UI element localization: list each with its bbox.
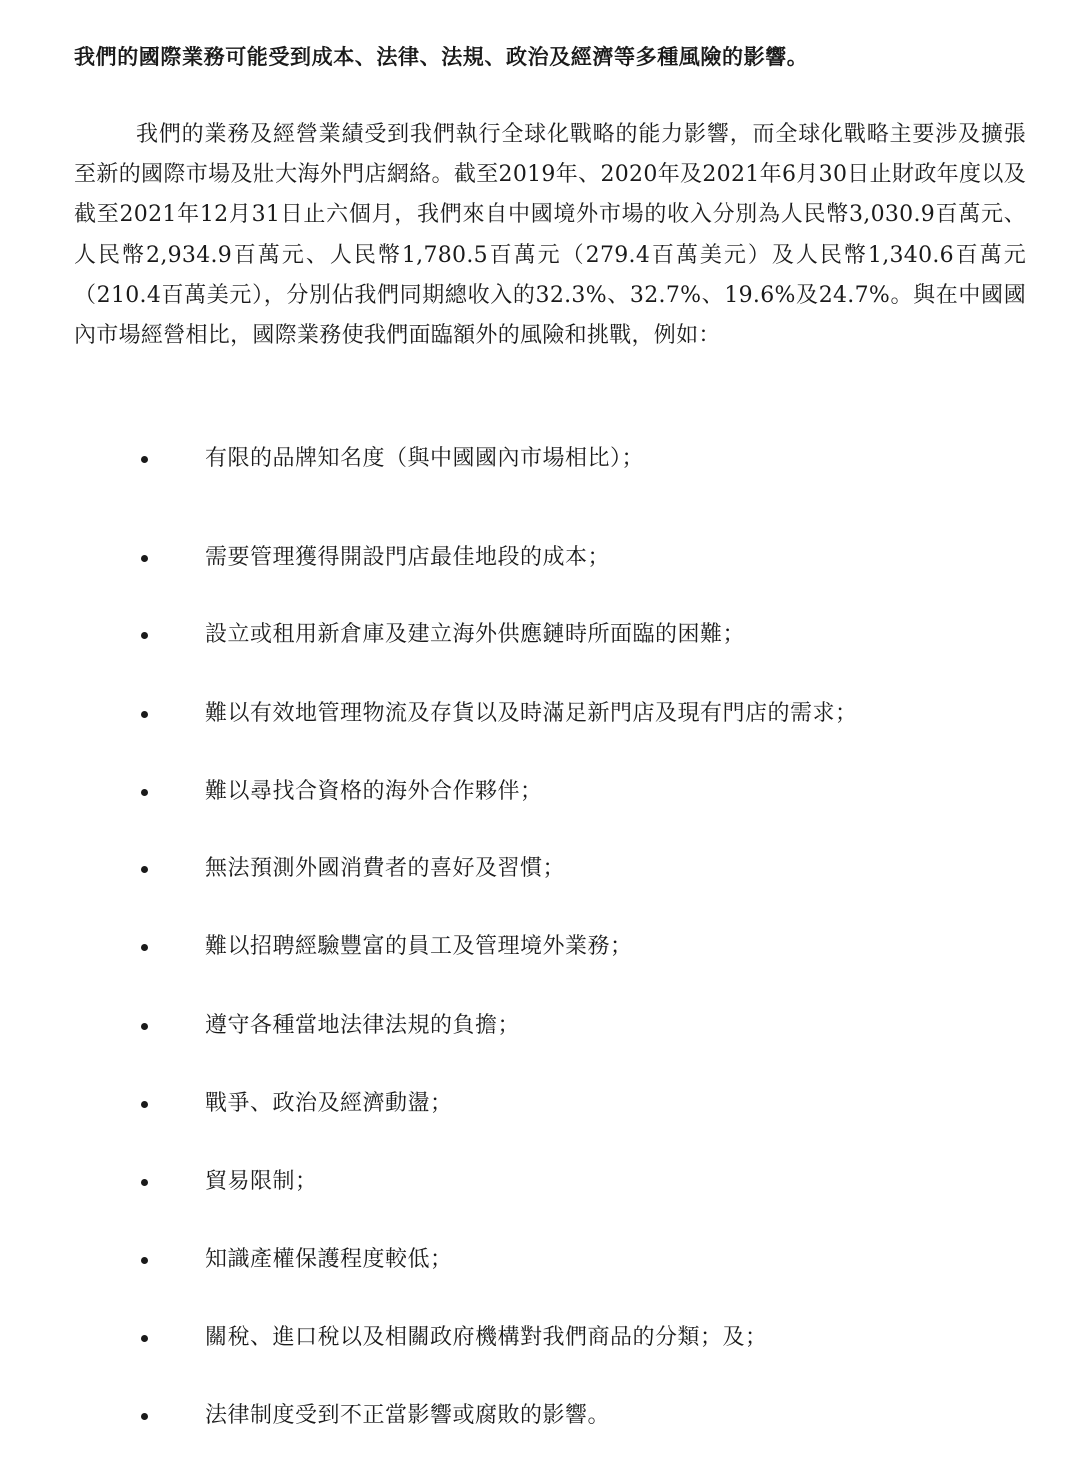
body-paragraph: 我們的業務及經營業績受到我們執行全球化戰略的能力影響，而全球化戰略主要涉及擴張至新的國際市場及壯大海外門店網絡。截至2019年、2020年及2021年6月30日止財政年度以及截至2021年12月31日止六個月，我們來自中國境外市場的收入分別為人民幣3,030.9百萬元、人民幣2,934.9百萬元、人民幣1,780.5百萬元（279.4百萬美元）及人民幣1,340.6百萬元（210.4百萬美元），分別佔我們同期總收入的32.3%、32.7%、19.6%及24.7%。與在中國國內市場經營相比，國際業務使我們面臨額外的風險和挑戰，例如： [74, 122, 1026, 349]
bullet-text: 需要管理獲得開設門店最佳地段的成本； [205, 545, 611, 570]
bullet-text: 遵守各種當地法律法規的負擔； [205, 1013, 521, 1038]
list-item [0, 1086, 1080, 1126]
bullet-dot-icon [141, 1179, 148, 1186]
bullet-text: 難以有效地管理物流及存貨以及時滿足新門店及現有門店的需求； [205, 701, 858, 726]
list-item [0, 1164, 1080, 1204]
bullet-dot-icon [141, 1335, 148, 1342]
list-item [0, 696, 1080, 736]
bullet-text: 知識產權保護程度較低； [205, 1247, 453, 1272]
bullet-dot-icon [141, 1413, 148, 1420]
bullet-text: 關稅、進口稅以及相關政府機構對我們商品的分類；及； [205, 1325, 768, 1350]
bullet-text: 法律制度受到不正當影響或腐敗的影響。 [205, 1403, 611, 1428]
bullet-text: 戰爭、政治及經濟動盪； [205, 1091, 453, 1116]
bullet-dot-icon [141, 866, 148, 873]
list-item [0, 1242, 1080, 1282]
bullet-dot-icon [141, 632, 148, 639]
bullet-dot-icon [141, 944, 148, 951]
bullet-dot-icon [141, 1101, 148, 1108]
bullet-dot-icon [141, 1023, 148, 1030]
bullet-text: 難以尋找合資格的海外合作夥伴； [205, 779, 543, 804]
bullet-dot-icon [141, 555, 148, 562]
section-heading: 我們的國際業務可能受到成本、法律、法規、政治及經濟等多種風險的影響。 [74, 45, 809, 69]
list-item [0, 1398, 1080, 1438]
list-item [0, 929, 1080, 969]
bullet-text: 有限的品牌知名度（與中國國內市場相比）； [205, 446, 645, 471]
list-item [0, 1008, 1080, 1048]
list-item [0, 851, 1080, 891]
bullet-text: 設立或租用新倉庫及建立海外供應鏈時所面臨的困難； [205, 622, 746, 647]
bullet-text: 貿易限制； [205, 1169, 318, 1194]
list-item [0, 774, 1080, 814]
list-item [0, 617, 1080, 657]
bullet-text: 難以招聘經驗豐富的員工及管理境外業務； [205, 934, 633, 959]
bullet-text: 無法預測外國消費者的喜好及習慣； [205, 856, 566, 881]
list-item [0, 540, 1080, 580]
list-item [0, 1320, 1080, 1360]
bullet-dot-icon [141, 1257, 148, 1264]
bullet-dot-icon [141, 711, 148, 718]
bullet-dot-icon [141, 789, 148, 796]
bullet-dot-icon [141, 456, 148, 463]
list-item [0, 441, 1080, 481]
